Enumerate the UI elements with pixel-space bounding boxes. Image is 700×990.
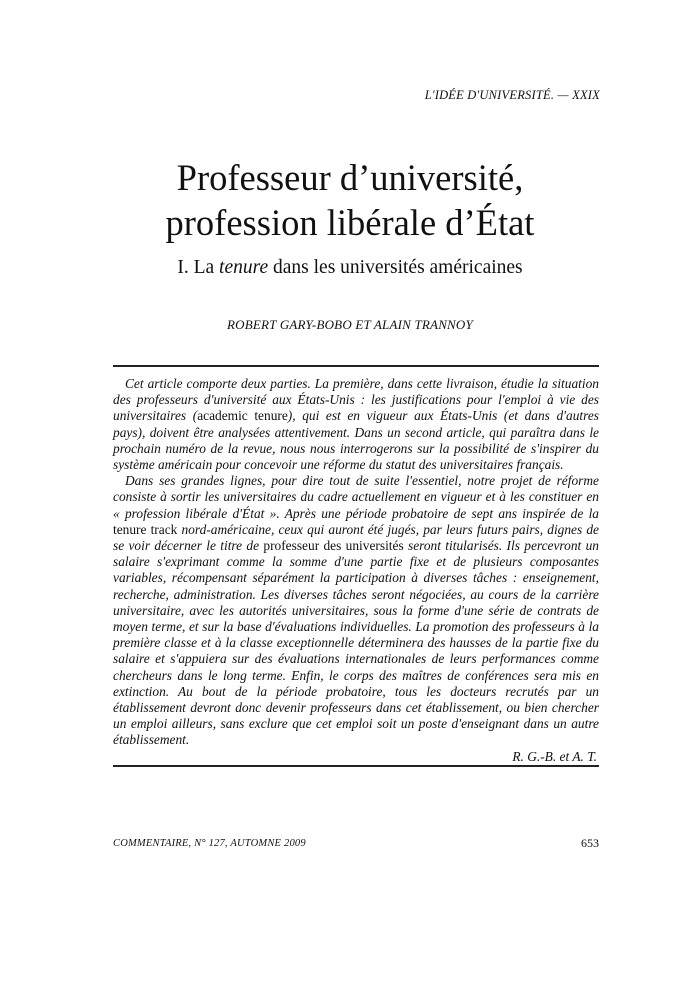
subtitle-suffix: dans les universités américaines [268, 257, 523, 278]
bottom-divider [113, 765, 599, 767]
abstract-signature: R. G.-B. et A. T. [512, 748, 597, 764]
abstract-p1-text-1: Cet article comporte deux parties. La première, dans cette livraison, étudie la situation des professeurs d'université aux États-Unis : les justifications pour l'emploi à vie des universitaires ( [113, 376, 599, 424]
abstract-p1-text-2: ), qui est en vigueur aux États-Unis (et dans d'autres pays), doivent être analysées attentivement. Dans un second article, qui paraîtra dans le prochain numéro de la revue, nous nous interrogerons sur la possibilité de s'inspirer du système américain pour concevoir une réforme du statut des universitaires français. [113, 408, 599, 473]
abstract-paragraph-1 [113, 376, 599, 473]
abstract-p2-text-3: seront titularisés. Ils percevront un salaire s'exprimant comme la somme d'une partie fixe et de plusieurs composantes variables, récompensant séparément la participation à diverses tâches : enseignement, recherche, administration. Les diverses tâches seront négociées, au cours de la carrière universitaire, avec les autorités universitaires, sous la forme d'une série de contrats de moyen terme, et sur la base d'évaluations individuelles. La promotion des professeurs à la première classe et à la classe exceptionnelle déterminera des hausses de la partie fixe du salaire et s'appuiera sur des évaluations internationales de leurs performances comme chercheurs dans le long terme. Enfin, le corps des maîtres de conférences sera mis en extinction. Au bout de la période probatoire, tous les docteurs recrutés par un établissement devront donc devenir professeurs dans cet établissement, ou bien chercher un emploi ailleurs, sans exclure que cet emploi soit un poste d'enseignant dans un autre établissement. [113, 538, 599, 748]
abstract-p2-term-2: professeur des universités [263, 538, 404, 554]
footer-journal: COMMENTAIRE, N° 127, AUTOMNE 2009 [113, 838, 306, 849]
abstract-p2-text-1: Dans ses grandes lignes, pour dire tout de suite l'essentiel, notre projet de réforme consiste à sortir les universitaires du cadre actuellement en vigueur et à les constituer en « profession libérale d'État ». Après une période probatoire de sept ans inspirée de la [113, 473, 599, 521]
subtitle-emphasis: tenure [219, 257, 269, 278]
abstract-p2-term-1: tenure track [113, 521, 178, 537]
running-head: L'IDÉE D'UNIVERSITÉ. — XXIX [424, 88, 600, 102]
abstract-paragraph-2 [113, 473, 599, 748]
title-line-2: profession libérale d’État [165, 202, 535, 243]
article-subtitle [0, 256, 700, 280]
abstract-p1-term: academic tenure [197, 408, 288, 424]
page-number: 653 [581, 836, 599, 850]
article-title [0, 155, 700, 245]
abstract-p2-text-2: nord-américaine, ceux qui auront été jugés, par leurs futurs pairs, dignes de se voir décerner le titre de [113, 521, 599, 554]
subtitle-prefix: I. La [177, 257, 220, 278]
abstract-block [113, 376, 599, 765]
title-line-1: Professeur d’université, [176, 157, 524, 198]
top-divider [113, 365, 599, 367]
authors-line: ROBERT GARY-BOBO ET ALAIN TRANNOY [227, 317, 473, 332]
